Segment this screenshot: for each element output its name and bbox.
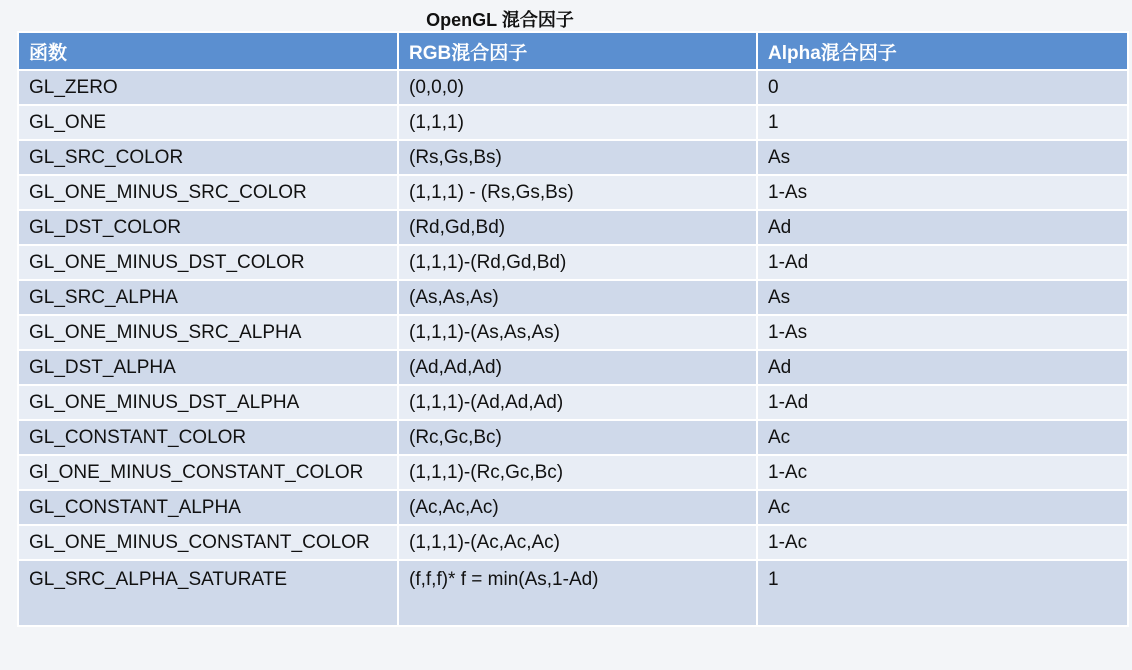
cell-function: GL_SRC_ALPHA xyxy=(18,280,398,315)
cell-rgb-factor: (Ac,Ac,Ac) xyxy=(398,490,757,525)
cell-function: GL_SRC_COLOR xyxy=(18,140,398,175)
cell-function: GL_ONE_MINUS_CONSTANT_COLOR xyxy=(18,525,398,560)
cell-function: GL_CONSTANT_ALPHA xyxy=(18,490,398,525)
cell-function: GL_ONE_MINUS_SRC_COLOR xyxy=(18,175,398,210)
table-row xyxy=(18,105,1128,140)
table-row xyxy=(18,560,1128,626)
cell-alpha-factor: 0 xyxy=(757,70,1128,105)
header-rgb-factor: RGB混合因子 xyxy=(398,32,757,70)
cell-function: Gl_ONE_MINUS_CONSTANT_COLOR xyxy=(18,455,398,490)
header-alpha-factor: Alpha混合因子 xyxy=(757,32,1128,70)
cell-rgb-factor: (1,1,1) xyxy=(398,105,757,140)
cell-alpha-factor: 1-Ad xyxy=(757,385,1128,420)
cell-alpha-factor: As xyxy=(757,280,1128,315)
table-row xyxy=(18,420,1128,455)
cell-alpha-factor: 1-Ac xyxy=(757,455,1128,490)
cell-rgb-factor: (1,1,1)-(Rc,Gc,Bc) xyxy=(398,455,757,490)
page-title: OpenGL 混合因子 xyxy=(426,10,574,30)
cell-rgb-factor: (1,1,1)-(Rd,Gd,Bd) xyxy=(398,245,757,280)
table-header-row xyxy=(18,32,1128,70)
table-row xyxy=(18,385,1128,420)
cell-alpha-factor: 1-As xyxy=(757,315,1128,350)
cell-rgb-factor: (1,1,1)-(As,As,As) xyxy=(398,315,757,350)
cell-rgb-factor: (1,1,1) - (Rs,Gs,Bs) xyxy=(398,175,757,210)
cell-rgb-factor: (As,As,As) xyxy=(398,280,757,315)
blend-factor-table xyxy=(17,31,1129,627)
cell-alpha-factor: 1 xyxy=(757,560,1128,626)
cell-rgb-factor: (Rc,Gc,Bc) xyxy=(398,420,757,455)
cell-function: GL_DST_COLOR xyxy=(18,210,398,245)
table-row xyxy=(18,525,1128,560)
cell-alpha-factor: As xyxy=(757,140,1128,175)
cell-alpha-factor: 1 xyxy=(757,105,1128,140)
table-row xyxy=(18,210,1128,245)
cell-rgb-factor: (Rd,Gd,Bd) xyxy=(398,210,757,245)
cell-rgb-factor: (Ad,Ad,Ad) xyxy=(398,350,757,385)
cell-alpha-factor: Ac xyxy=(757,490,1128,525)
cell-rgb-factor: (0,0,0) xyxy=(398,70,757,105)
table-row xyxy=(18,315,1128,350)
table-row xyxy=(18,350,1128,385)
cell-alpha-factor: Ac xyxy=(757,420,1128,455)
table-row xyxy=(18,245,1128,280)
cell-rgb-factor: (f,f,f)* f = min(As,1-Ad) xyxy=(398,560,757,626)
cell-function: GL_DST_ALPHA xyxy=(18,350,398,385)
cell-function: GL_SRC_ALPHA_SATURATE xyxy=(18,560,398,626)
header-function: 函数 xyxy=(18,32,398,70)
cell-alpha-factor: Ad xyxy=(757,350,1128,385)
cell-function: GL_ONE xyxy=(18,105,398,140)
cell-alpha-factor: 1-Ad xyxy=(757,245,1128,280)
table-row xyxy=(18,490,1128,525)
cell-rgb-factor: (1,1,1)-(Ad,Ad,Ad) xyxy=(398,385,757,420)
cell-function: GL_ONE_MINUS_DST_COLOR xyxy=(18,245,398,280)
table-row xyxy=(18,280,1128,315)
cell-function: GL_CONSTANT_COLOR xyxy=(18,420,398,455)
cell-function: GL_ONE_MINUS_DST_ALPHA xyxy=(18,385,398,420)
cell-rgb-factor: (1,1,1)-(Ac,Ac,Ac) xyxy=(398,525,757,560)
cell-function: GL_ZERO xyxy=(18,70,398,105)
cell-alpha-factor: 1-As xyxy=(757,175,1128,210)
cell-alpha-factor: Ad xyxy=(757,210,1128,245)
table-row xyxy=(18,140,1128,175)
cell-rgb-factor: (Rs,Gs,Bs) xyxy=(398,140,757,175)
table-row xyxy=(18,175,1128,210)
cell-function: GL_ONE_MINUS_SRC_ALPHA xyxy=(18,315,398,350)
cell-alpha-factor: 1-Ac xyxy=(757,525,1128,560)
table-row xyxy=(18,455,1128,490)
table-row xyxy=(18,70,1128,105)
